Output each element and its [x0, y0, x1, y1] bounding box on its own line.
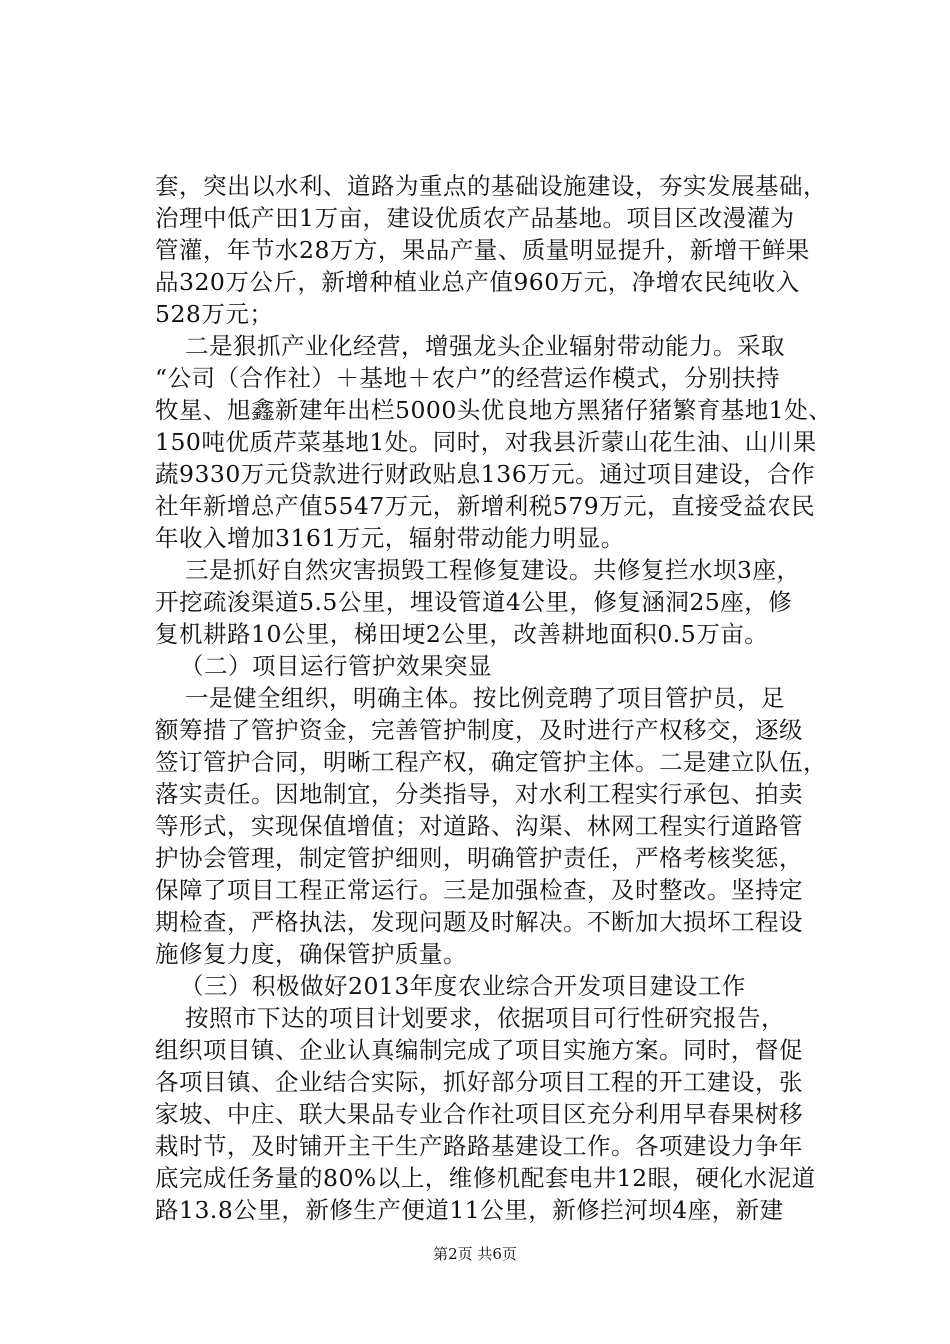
- body-line: 开挖疏浚渠道5.5公里，埋设管道4公里，修复涵洞25座，修: [155, 588, 793, 616]
- body-line: 年收入增加3161万元，辐射带动能力明显。: [155, 524, 625, 552]
- body-line: 底完成任务量的80%以上，维修机配套电井12眼，硬化水泥道: [155, 1164, 816, 1192]
- body-line: 三是抓好自然灾害损毁工程修复建设。共修复拦水坝3座，: [185, 556, 801, 584]
- body-line: 栽时节，及时铺开主干生产路路基建设工作。各项建设力争年: [155, 1132, 803, 1160]
- body-line: 蔬9330万元贷款进行财政贴息136万元。通过项目建设，合作: [155, 460, 816, 488]
- body-line: 治理中低产田1万亩，建设优质农产品基地。项目区改漫灌为: [155, 204, 795, 232]
- body-line: 套，突出以水利、道路为重点的基础设施建设，夯实发展基础，: [155, 172, 827, 200]
- body-line: 品320万公斤，新增种植业总产值960万元，净增农民纯收入: [155, 268, 800, 296]
- body-line: 护协会管理，制定管护细则，明确管护责任，严格考核奖惩，: [155, 844, 803, 872]
- body-line: 组织项目镇、企业认真编制完成了项目实施方案。同时，督促: [155, 1036, 803, 1064]
- body-line: 按照市下达的项目计划要求，依据项目可行性研究报告，: [185, 1004, 785, 1032]
- body-line: 528万元；: [155, 300, 274, 328]
- body-line: 各项目镇、企业结合实际，抓好部分项目工程的开工建设，张: [155, 1068, 803, 1096]
- section-heading: （二）项目运行管护效果突显: [180, 652, 492, 680]
- body-line: 牧星、旭鑫新建年出栏5000头优良地方黑猪仔猪繁育基地1处、: [155, 396, 833, 424]
- body-line: 复机耕路10公里，梯田埂2公里，改善耕地面积0.5万亩。: [155, 620, 769, 648]
- body-line: “公司（合作社）＋基地＋农户”的经营运作模式，分别扶持: [155, 364, 781, 392]
- body-line: 保障了项目工程正常运行。三是加强检查，及时整改。坚持定: [155, 876, 803, 904]
- body-line: 150吨优质芹菜基地1处。同时，对我县沂蒙山花生油、山川果: [155, 428, 817, 456]
- body-line: 期检查，严格执法，发现问题及时解决。不断加大损坏工程设: [155, 908, 803, 936]
- body-line: 社年新增总产值5547万元，新增利税579万元，直接受益农民: [155, 492, 816, 520]
- page-number: 第2页 共6页: [433, 1245, 517, 1263]
- body-line: 等形式，实现保值增值；对道路、沟渠、林网工程实行道路管: [155, 812, 803, 840]
- body-line: 管灌，年节水28万方，果品产量、质量明显提升，新增干鲜果: [155, 236, 810, 264]
- section-heading: （三）积极做好2013年度农业综合开发项目建设工作: [180, 972, 746, 1000]
- body-line: 落实责任。因地制宜，分类指导，对水利工程实行承包、拍卖: [155, 780, 803, 808]
- body-line: 二是狠抓产业化经营，增强龙头企业辐射带动能力。采取: [185, 332, 785, 360]
- body-line: 一是健全组织，明确主体。按比例竞聘了项目管护员，足: [185, 684, 785, 712]
- body-line: 家坡、中庄、联大果品专业合作社项目区充分利用早春果树移: [155, 1100, 803, 1128]
- body-line: 施修复力度，确保管护质量。: [155, 940, 467, 968]
- body-line: 额筹措了管护资金，完善管护制度，及时进行产权移交，逐级: [155, 716, 803, 744]
- body-line: 路13.8公里，新修生产便道11公里，新修拦河坝4座，新建: [155, 1196, 784, 1224]
- body-line: 签订管护合同，明晰工程产权，确定管护主体。二是建立队伍，: [155, 748, 827, 776]
